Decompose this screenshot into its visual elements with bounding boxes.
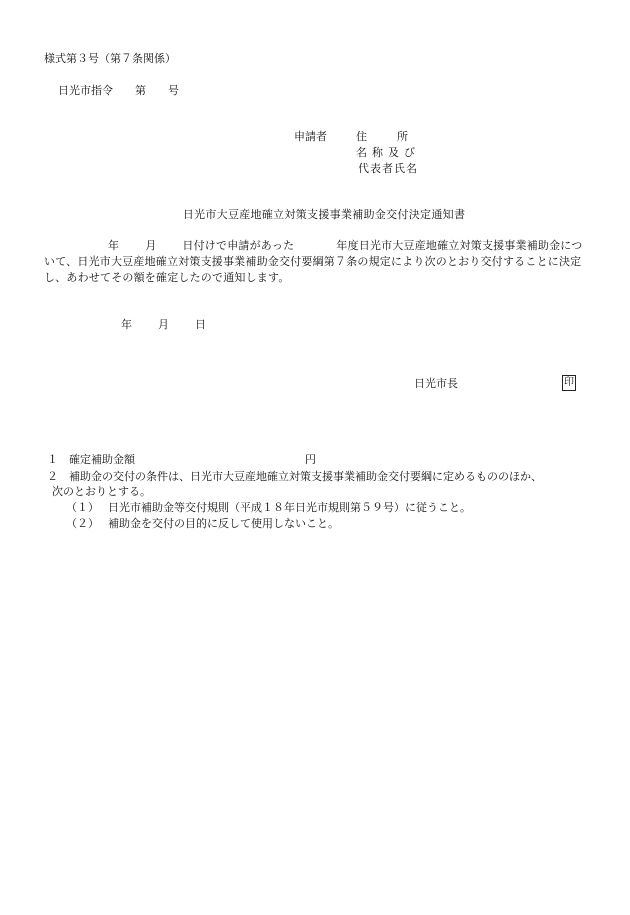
body-sentence-1: 日付けで申請があった <box>182 239 295 252</box>
name-label: 名称及び <box>356 146 420 159</box>
document-title: 日光市大豆産地確立対策支援事業補助金交付決定通知書 <box>182 208 466 221</box>
item-1-label: 確定補助金額 <box>69 453 135 466</box>
item-1 <box>47 453 316 467</box>
applicant-label: 申請者 <box>294 130 327 143</box>
sub-item-2-number: （２） <box>66 517 99 530</box>
item-1-number: １ <box>47 453 58 466</box>
date-month: 月 <box>158 318 169 331</box>
seal-stamp: 印 <box>562 375 576 391</box>
item-1-unit: 円 <box>305 453 316 466</box>
body-month: 月 <box>145 239 157 252</box>
cert-go: 号 <box>168 84 179 97</box>
mayor-title: 日光市長 <box>414 377 458 390</box>
certificate-number-line <box>58 84 179 98</box>
item-2-continuation: 次のとおりとする。 <box>52 485 151 498</box>
body-sentence-2: 年度日光市大豆産地確立対策支援事業補助金について、日光市大豆産地確立対策支援事業補助金交付要綱第７条の規定により次のとおり交付することに決定し、あわせてその額を確定したので通知します。 <box>44 239 583 284</box>
address-label-b: 所 <box>397 130 408 143</box>
body-paragraph <box>44 238 592 286</box>
sub-item-2 <box>66 517 339 531</box>
address-label-a: 住 <box>356 130 367 143</box>
cert-dai: 第 <box>135 84 146 97</box>
item-2-text: 補助金の交付の条件は、日光市大豆産地確立対策支援事業補助金交付要綱に定めるもののほか、 <box>69 470 542 483</box>
date-year: 年 <box>121 318 132 331</box>
item-2-number: ２ <box>47 470 58 483</box>
date-day: 日 <box>195 318 206 331</box>
cert-prefix: 日光市指令 <box>58 84 113 97</box>
sub-item-2-text: 補助金を交付の目的に反して使用しないこと。 <box>108 517 339 530</box>
sub-item-1-number: （１） <box>66 501 99 514</box>
sub-item-1-text: 日光市補助金等交付規則（平成１８年日光市規則第５９号）に従うこと。 <box>108 501 471 514</box>
body-year: 年 <box>108 239 120 252</box>
address-label <box>356 130 408 144</box>
item-2 <box>47 469 607 485</box>
representative-label: 代表者氏名 <box>358 162 418 175</box>
sub-item-1 <box>66 501 471 515</box>
form-number: 様式第３号（第７条関係） <box>44 52 176 65</box>
date-line <box>121 318 206 332</box>
